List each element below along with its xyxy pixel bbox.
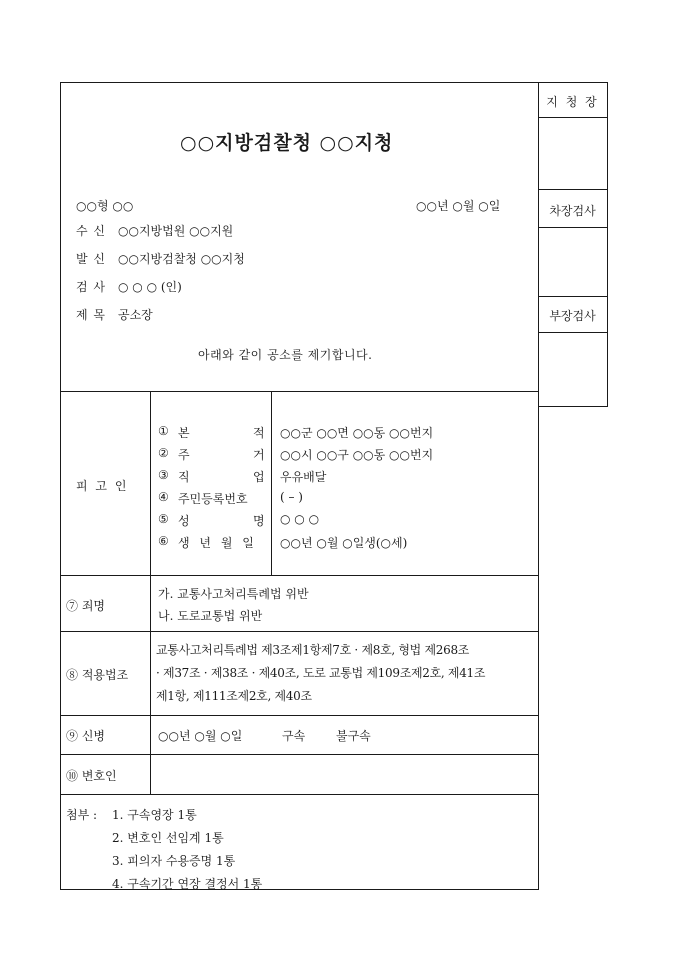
- field-label-name: 성: [178, 514, 190, 528]
- recipient-label: 수 신: [76, 224, 106, 238]
- attachment-item: 3. 피의자 수용증명 1통: [112, 854, 236, 868]
- field-value-name: ○ ○ ○: [280, 512, 320, 526]
- field-label-domicile-end: 적: [253, 426, 265, 440]
- subject-label: 제 목: [76, 308, 106, 322]
- field-marker: ⑥: [158, 534, 169, 548]
- approval-deputy-label: 차장검사: [549, 204, 596, 218]
- custody-status-not-detained: 불구속: [336, 729, 371, 743]
- field-marker: ③: [158, 468, 169, 482]
- document-title: ○○지방검찰청 ○○지청: [180, 132, 394, 154]
- field-label-name-end: 명: [253, 514, 265, 528]
- field-label-residence: 주: [178, 448, 190, 462]
- charge-item: 가. 교통사고처리특례법 위반: [158, 587, 309, 601]
- field-label-birthdate: 생 년 월 일: [178, 536, 257, 550]
- attachment-item: 2. 변호인 선임계 1통: [112, 831, 224, 845]
- field-value-registration: ( – ): [280, 490, 303, 504]
- statute-line: · 제37조 · 제38조 · 제40조, 도로 교통법 제109조제2호, 제41조: [156, 666, 486, 680]
- subject-value: 공소장: [118, 308, 153, 322]
- attachments-label: 첨부 :: [66, 808, 98, 822]
- field-label-occupation: 직: [178, 470, 190, 484]
- statute-line: 제1항, 제111조제2호, 제40조: [156, 689, 312, 703]
- field-label-registration: 주민등록번호: [178, 492, 248, 506]
- counsel-label: ⑩ 변호인: [66, 769, 117, 783]
- document-date: ○○년 ○월 ○일: [416, 199, 501, 213]
- custody-date: ○○년 ○월 ○일: [158, 729, 243, 743]
- approval-chief-label: 지 청 장: [546, 95, 599, 109]
- field-marker: ①: [158, 424, 169, 438]
- approval-division-label: 부장검사: [549, 309, 596, 323]
- statutes-label: ⑧ 적용법조: [66, 668, 129, 682]
- document-number: ○○형 ○○: [76, 199, 134, 213]
- attachment-item: 1. 구속영장 1통: [112, 808, 197, 822]
- field-label-residence-end: 거: [253, 448, 265, 462]
- field-marker: ②: [158, 446, 169, 460]
- field-marker: ④: [158, 490, 169, 504]
- custody-status-detained: 구속: [282, 729, 306, 743]
- field-label-domicile: 본: [178, 426, 190, 440]
- prosecutor-value: ○ ○ ○ (인): [118, 280, 182, 294]
- charges-label: ⑦ 죄명: [66, 599, 105, 613]
- field-marker: ⑤: [158, 512, 169, 526]
- recipient-value: ○○지방법원 ○○지원: [118, 224, 234, 238]
- attachment-item: 4. 구속기간 연장 결정서 1통: [112, 877, 263, 891]
- approval-division-signature-box: [539, 333, 607, 406]
- sender-value: ○○지방검찰청 ○○지청: [118, 252, 245, 266]
- charge-item: 나. 도로교통법 위반: [158, 609, 263, 623]
- sender-label: 발 신: [76, 252, 106, 266]
- approval-deputy-signature-box: [539, 228, 607, 296]
- custody-label: ⑨ 신병: [66, 729, 105, 743]
- approval-chief-signature-box: [539, 118, 607, 189]
- field-value-residence: ○○시 ○○구 ○○동 ○○번지: [280, 448, 434, 462]
- field-value-birthdate: ○○년 ○월 ○일생(○세): [280, 536, 408, 550]
- statute-line: 교통사고처리특례법 제3조제1항제7호 · 제8호, 형법 제268조: [156, 643, 470, 657]
- field-label-occupation-end: 업: [253, 470, 265, 484]
- field-value-occupation: 우유배달: [280, 470, 327, 484]
- defendant-label: 피 고 인: [76, 479, 129, 493]
- prosecutor-label: 검 사: [76, 280, 106, 294]
- intro-text: 아래와 같이 공소를 제기합니다.: [198, 348, 373, 362]
- field-value-domicile: ○○군 ○○면 ○○동 ○○번지: [280, 426, 434, 440]
